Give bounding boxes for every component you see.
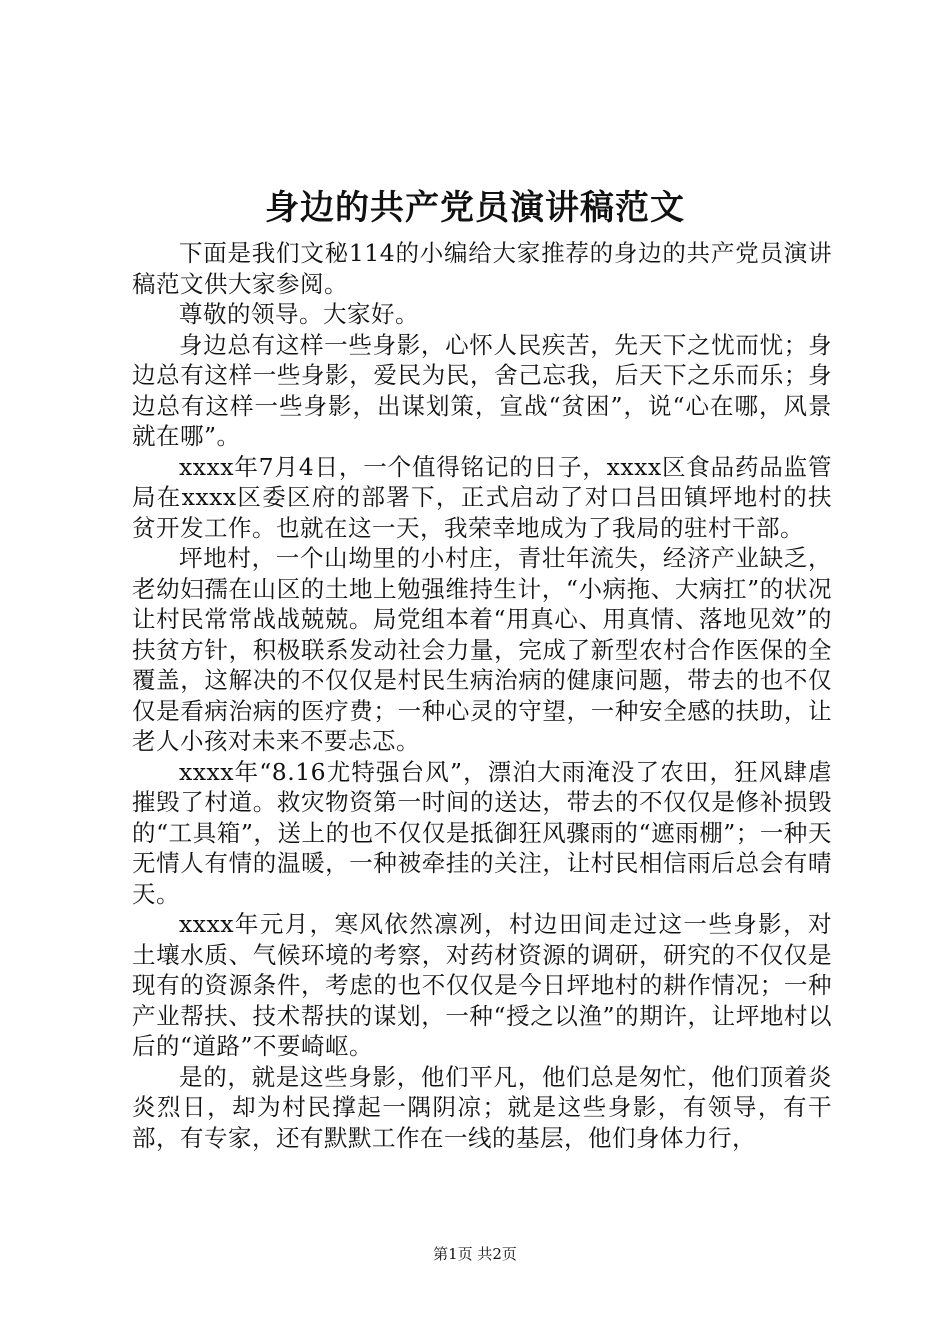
paragraph-village: 坪地村，一个山坳里的小村庄，青壮年流失，经济产业缺乏，老幼妇孺在山区的土地上勉强维持生计，“小病拖、大病扛”的状况让村民常常战战兢兢。局党组本着“用真心、用真情、落地见效”的扶贫方针，积极联系发动社会力量，完成了新型农村合作医保的全覆盖，这解决的不仅仅是村民生病治病的健康问题，带去的也不仅仅是看病治病的医疗费；一种心灵的守望，一种安全感的扶助，让老人小孩对未来不要忐忑。 — [132, 544, 832, 755]
paragraph-greeting: 尊敬的领导。大家好。 — [179, 300, 419, 328]
document-title: 身边的共产党员演讲稿范文 — [265, 188, 685, 228]
paragraph-intro: 下面是我们文秘114的小编给大家推荐的身边的共产党员演讲稿范文供大家参阅。 — [132, 239, 832, 298]
paragraph-start-date: xxxx年7月4日，一个值得铭记的日子，xxxx区食品药品监管局在xxxx区委区府的部署下，正式启动了对口吕田镇坪地村的扶贫开发工作。也就在这一天，我荣幸地成为了我局的驻村干部。 — [132, 452, 832, 542]
document-body — [132, 238, 832, 1153]
page-footer: 第1页 共2页 — [433, 1245, 517, 1263]
paragraph-new-year: xxxx年元月，寒风依然凛冽，村边田间走过这一些身影，对土壤水质、气候环境的考察，对药材资源的调研，研究的不仅仅是现有的资源条件，考虑的也不仅仅是今日坪地村的耕作情况；一种产业帮扶、技术帮扶的谋划，一种“授之以渔”的期许，让坪地村以后的“道路”不要崎岖。 — [132, 910, 832, 1060]
paragraph-conclusion: 是的，就是这些身影，他们平凡，他们总是匆忙，他们顶着炎炎烈日，却为村民撑起一隅阴凉；就是这些身影，有领导，有干部，有专家，还有默默工作在一线的基层，他们身体力行， — [132, 1062, 832, 1152]
paragraph-figures: 身边总有这样一些身影，心怀人民疾苦，先天下之忧而忧；身边总有这样一些身影，爱民为民，舍己忘我，后天下之乐而乐；身边总有这样一些身影，出谋划策，宣战“贫困”，说“心在哪，风景就在哪”。 — [132, 330, 832, 450]
paragraph-typhoon: xxxx年“8.16尤特强台风”，漂泊大雨淹没了农田，狂风肆虐摧毁了村道。救灾物资第一时间的送达，带去的不仅仅是修补损毁的“工具箱”，送上的也不仅仅是抵御狂风骤雨的“遮雨棚”；一种天无情人有情的温暖，一种被牵挂的关注，让村民相信雨后总会有晴天。 — [132, 757, 832, 908]
